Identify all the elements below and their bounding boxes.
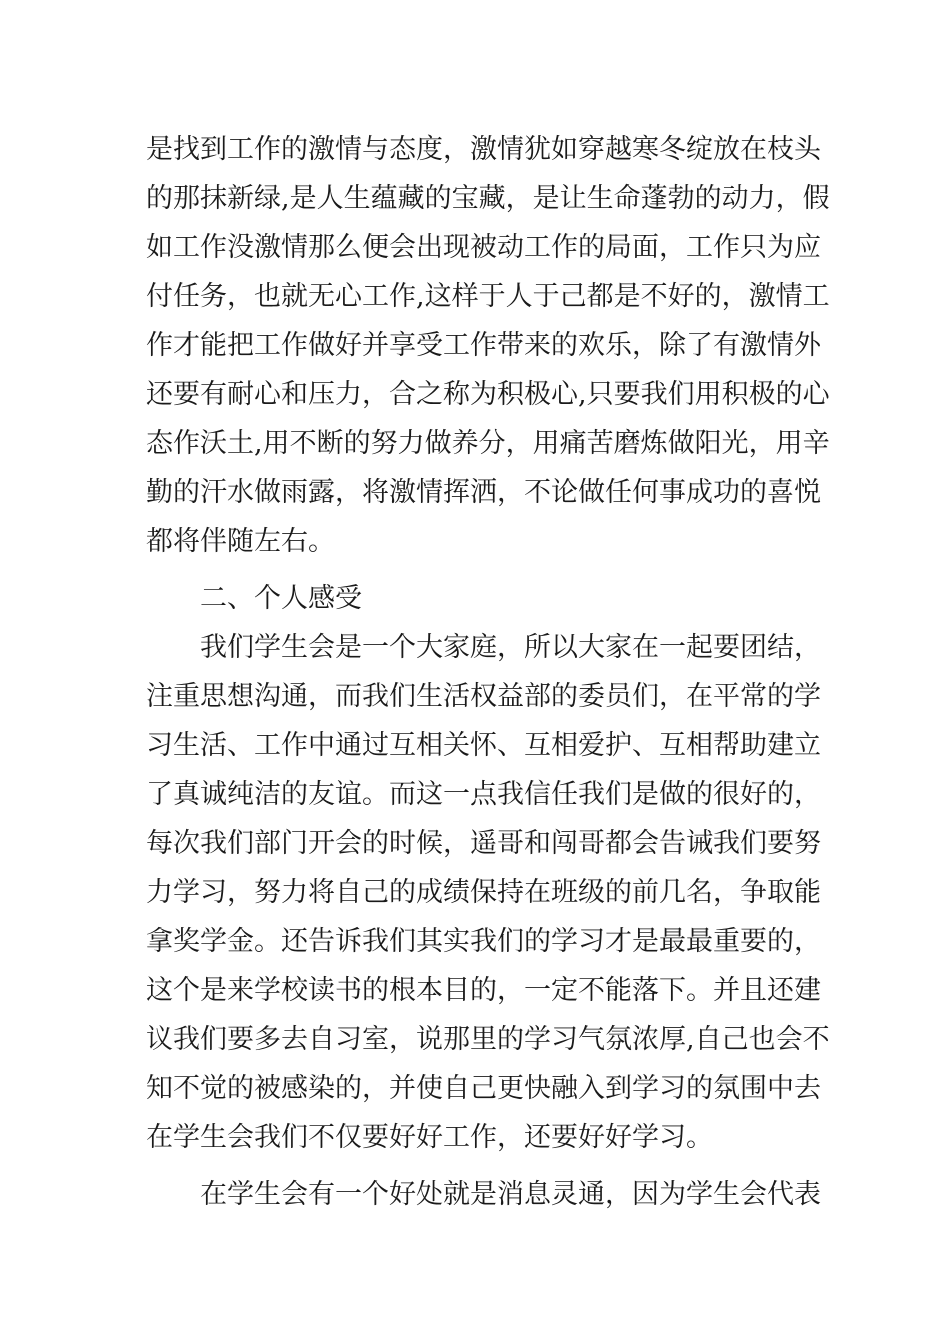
paragraph-line: 的那抹新绿,是人生蕴藏的宝藏，是让生命蓬勃的动力，假 [146,183,830,214]
paragraph-line: 都将伴随左右。 [146,526,335,557]
paragraph-line: 力学习，努力将自己的成绩保持在班级的前几名，争取能 [146,877,821,908]
paragraph-line: 每次我们部门开会的时候，遥哥和闯哥都会告诫我们要努 [146,828,821,859]
paragraph-line: 我们学生会是一个大家庭，所以大家在一起要团结， [200,632,821,663]
paragraph-line: 还要有耐心和压力，合之称为积极心,只要我们用积极的心 [146,379,830,410]
paragraph-line: 如工作没激情那么便会出现被动工作的局面，工作只为应 [146,232,821,263]
paragraph-line: 勤的汗水做雨露，将激情挥洒，不论做任何事成功的喜悦 [146,477,821,508]
paragraph-line: 拿奖学金。还告诉我们其实我们的学习才是最最重要的， [146,926,821,957]
paragraph-line: 态作沃土,用不断的努力做养分，用痛苦磨炼做阳光，用辛 [146,428,830,459]
paragraph-line: 付任务，也就无心工作,这样于人于己都是不好的，激情工 [146,281,830,312]
paragraph-line: 在学生会我们不仅要好好工作，还要好好学习。 [146,1122,713,1153]
paragraph-line: 习生活、工作中通过互相关怀、互相爱护、互相帮助建立 [146,730,821,761]
paragraph-line: 在学生会有一个好处就是消息灵通，因为学生会代表 [200,1179,821,1210]
paragraph-line: 这个是来学校读书的根本目的，一定不能落下。并且还建 [146,975,821,1006]
paragraph-line: 知不觉的被感染的，并使自己更快融入到学习的氛围中去 [146,1073,821,1104]
paragraph-line: 是找到工作的激情与态度，激情犹如穿越寒冬绽放在枝头 [146,134,821,165]
paragraph-line: 议我们要多去自习室，说那里的学习气氛浓厚,自己也会不 [146,1024,830,1055]
section-heading: 二、个人感受 [200,583,362,614]
paragraph-line: 了真诚纯洁的友谊。而这一点我信任我们是做的很好的， [146,779,821,810]
paragraph-line: 注重思想沟通，而我们生活权益部的委员们，在平常的学 [146,681,821,712]
paragraph-line: 作才能把工作做好并享受工作带来的欢乐，除了有激情外 [146,330,821,361]
